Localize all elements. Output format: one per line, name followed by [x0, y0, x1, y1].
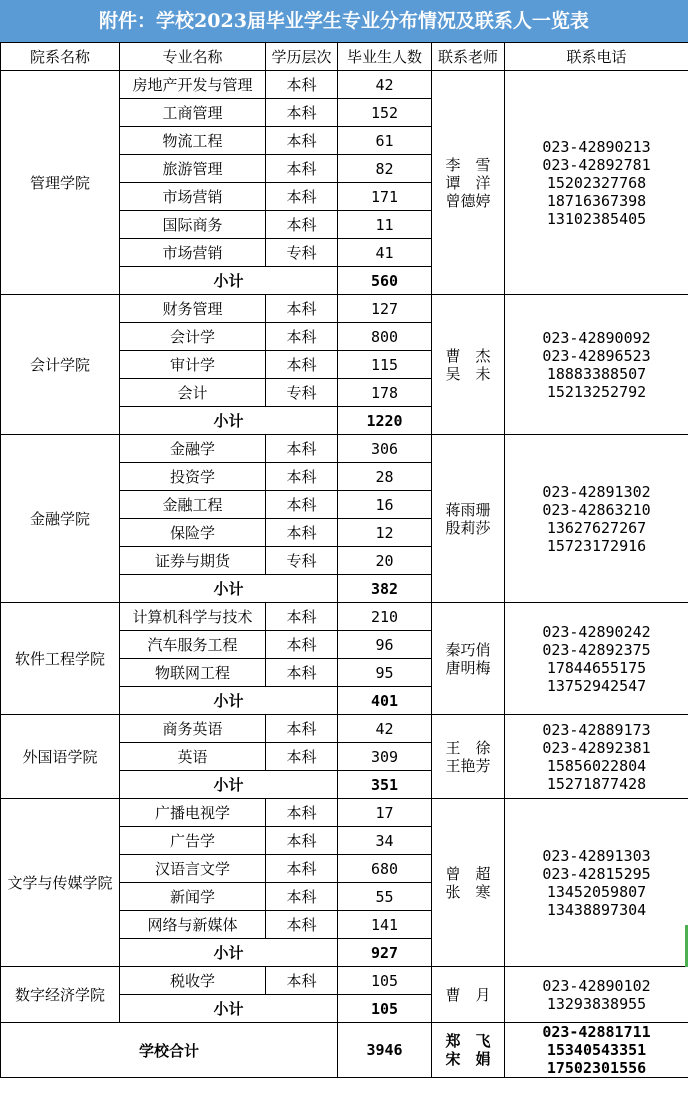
teacher-name: 唐明梅: [445, 658, 491, 677]
subtotal-label: 小计: [120, 407, 338, 435]
graduate-count: 141: [338, 911, 432, 939]
teacher-name: 郑 飞: [445, 1032, 491, 1050]
degree-level: 本科: [266, 967, 338, 995]
contact-phones: [505, 603, 688, 715]
graduate-count: 178: [338, 379, 432, 407]
phone-number: 13752942547: [546, 676, 647, 695]
degree-level: 本科: [266, 183, 338, 211]
degree-level: 本科: [266, 295, 338, 323]
college-name: 外国语学院: [1, 715, 120, 799]
graduate-count: 309: [338, 743, 432, 771]
header-major: 专业名称: [120, 43, 266, 71]
college-name: 文学与传媒学院: [1, 799, 120, 967]
graduate-count: 11: [338, 211, 432, 239]
subtotal-value: 105: [338, 995, 432, 1023]
subtotal-value: 351: [338, 771, 432, 799]
graduate-count: 680: [338, 855, 432, 883]
table-row: [1, 603, 688, 631]
phone-number: 15340543351: [546, 1041, 647, 1059]
major-name: 房地产开发与管理: [120, 71, 266, 99]
degree-level: 本科: [266, 715, 338, 743]
graduate-count: 16: [338, 491, 432, 519]
degree-level: 本科: [266, 155, 338, 183]
degree-level: 本科: [266, 799, 338, 827]
phone-number: 023-42892375: [542, 640, 651, 659]
header-row: [1, 43, 688, 71]
graduate-count: 210: [338, 603, 432, 631]
teacher-name: 殷莉莎: [445, 518, 491, 537]
teacher-name: 曹 杰: [445, 346, 491, 365]
table-row: [1, 71, 688, 99]
degree-level: 本科: [266, 71, 338, 99]
teacher-name: 宋 娟: [445, 1050, 491, 1068]
major-name: 国际商务: [120, 211, 266, 239]
teacher-name: 吴 未: [445, 364, 491, 383]
page-title: 附件：学校2023届毕业学生专业分布情况及联系人一览表: [0, 0, 688, 42]
major-name: 旅游管理: [120, 155, 266, 183]
major-name: 广告学: [120, 827, 266, 855]
teacher-name: 曾 超: [445, 864, 491, 883]
contact-phones: [505, 295, 688, 435]
degree-level: 本科: [266, 631, 338, 659]
contact-teachers: [432, 967, 505, 1023]
degree-level: 专科: [266, 239, 338, 267]
degree-level: 本科: [266, 519, 338, 547]
header-graduate-count: 毕业生人数: [338, 43, 432, 71]
graduate-count: 34: [338, 827, 432, 855]
teacher-name: 王艳芳: [445, 756, 491, 775]
contact-teachers: [432, 435, 505, 603]
phone-number: 023-42890213: [542, 137, 651, 156]
table-body: [1, 71, 688, 1078]
college-name: 管理学院: [1, 71, 120, 295]
header-degree-level: 学历层次: [266, 43, 338, 71]
degree-level: 本科: [266, 435, 338, 463]
contact-teachers: [432, 603, 505, 715]
phone-number: 13452059807: [546, 882, 647, 901]
phone-number: 13627627267: [546, 518, 647, 537]
graduate-count: 96: [338, 631, 432, 659]
subtotal-label: 小计: [120, 939, 338, 967]
degree-level: 本科: [266, 911, 338, 939]
phone-number: 17844655175: [546, 658, 647, 677]
teacher-name: 曾德婷: [445, 191, 491, 210]
degree-level: 专科: [266, 379, 338, 407]
degree-level: 本科: [266, 99, 338, 127]
graduate-count: 12: [338, 519, 432, 547]
teacher-name: 蒋雨珊: [445, 500, 491, 519]
graduate-count: 55: [338, 883, 432, 911]
graduate-count: 28: [338, 463, 432, 491]
phone-number: 15202327768: [546, 173, 647, 192]
teacher-name: 李 雪: [445, 155, 491, 174]
graduate-count: 105: [338, 967, 432, 995]
contact-teachers: [432, 295, 505, 435]
subtotal-value: 1220: [338, 407, 432, 435]
contact-phones: [505, 1023, 688, 1078]
degree-level: 专科: [266, 547, 338, 575]
graduate-distribution-table: [0, 42, 688, 1078]
table-row: [1, 967, 688, 995]
phone-number: 023-42892381: [542, 738, 651, 757]
table-row: [1, 295, 688, 323]
major-name: 物流工程: [120, 127, 266, 155]
contact-teachers: [432, 715, 505, 799]
graduate-count: 17: [338, 799, 432, 827]
phone-number: 023-42889173: [542, 720, 651, 739]
subtotal-label: 小计: [120, 687, 338, 715]
contact-teachers: [432, 71, 505, 295]
phone-number: 13102385405: [546, 209, 647, 228]
contact-teachers: [432, 1023, 505, 1078]
major-name: 网络与新媒体: [120, 911, 266, 939]
phone-number: 023-42891303: [542, 846, 651, 865]
contact-teachers: [432, 799, 505, 967]
degree-level: 本科: [266, 603, 338, 631]
table-row: [1, 799, 688, 827]
major-name: 物联网工程: [120, 659, 266, 687]
subtotal-value: 382: [338, 575, 432, 603]
college-name: 会计学院: [1, 295, 120, 435]
degree-level: 本科: [266, 659, 338, 687]
major-name: 市场营销: [120, 239, 266, 267]
college-name: 数字经济学院: [1, 967, 120, 1023]
phone-number: 17502301556: [546, 1059, 647, 1077]
degree-level: 本科: [266, 743, 338, 771]
table-row: [1, 435, 688, 463]
degree-level: 本科: [266, 211, 338, 239]
phone-number: 13438897304: [546, 900, 647, 919]
teacher-name: 谭 洋: [445, 173, 491, 192]
total-label: 学校合计: [1, 1023, 338, 1078]
major-name: 计算机科学与技术: [120, 603, 266, 631]
contact-phones: [505, 435, 688, 603]
degree-level: 本科: [266, 351, 338, 379]
teacher-name: 王 徐: [445, 738, 491, 757]
teacher-name: 秦巧俏: [445, 640, 491, 659]
degree-level: 本科: [266, 883, 338, 911]
phone-number: 023-42863210: [542, 500, 651, 519]
major-name: 汉语言文学: [120, 855, 266, 883]
phone-number: 023-42881711: [542, 1023, 651, 1041]
graduate-count: 42: [338, 71, 432, 99]
phone-number: 18883388507: [546, 364, 647, 383]
graduate-count: 42: [338, 715, 432, 743]
subtotal-label: 小计: [120, 771, 338, 799]
graduate-count: 115: [338, 351, 432, 379]
degree-level: 本科: [266, 463, 338, 491]
phone-number: 023-42815295: [542, 864, 651, 883]
major-name: 会计学: [120, 323, 266, 351]
major-name: 会计: [120, 379, 266, 407]
phone-number: 023-42891302: [542, 482, 651, 501]
major-name: 证券与期货: [120, 547, 266, 575]
subtotal-label: 小计: [120, 995, 338, 1023]
phone-number: 15856022804: [546, 756, 647, 775]
graduate-count: 41: [338, 239, 432, 267]
graduate-count: 61: [338, 127, 432, 155]
contact-phones: [505, 71, 688, 295]
teacher-name: 张 寒: [445, 882, 491, 901]
major-name: 工商管理: [120, 99, 266, 127]
subtotal-value: 401: [338, 687, 432, 715]
total-value: 3946: [338, 1023, 432, 1078]
table-row: [1, 715, 688, 743]
subtotal-value: 927: [338, 939, 432, 967]
graduate-count: 152: [338, 99, 432, 127]
contact-phones: [505, 967, 688, 1023]
major-name: 市场营销: [120, 183, 266, 211]
graduate-count: 171: [338, 183, 432, 211]
phone-number: 18716367398: [546, 191, 647, 210]
degree-level: 本科: [266, 491, 338, 519]
subtotal-value: 560: [338, 267, 432, 295]
graduate-count: 20: [338, 547, 432, 575]
major-name: 金融学: [120, 435, 266, 463]
phone-number: 15723172916: [546, 536, 647, 555]
phone-number: 023-42890242: [542, 622, 651, 641]
major-name: 英语: [120, 743, 266, 771]
total-row: [1, 1023, 688, 1078]
major-name: 商务英语: [120, 715, 266, 743]
contact-phones: [505, 799, 688, 967]
phone-number: 15213252792: [546, 382, 647, 401]
contact-phones: [505, 715, 688, 799]
subtotal-label: 小计: [120, 575, 338, 603]
teacher-name: 曹 月: [445, 985, 491, 1004]
degree-level: 本科: [266, 323, 338, 351]
college-name: 金融学院: [1, 435, 120, 603]
subtotal-label: 小计: [120, 267, 338, 295]
phone-number: 13293838955: [546, 994, 647, 1013]
college-name: 软件工程学院: [1, 603, 120, 715]
major-name: 广播电视学: [120, 799, 266, 827]
header-contact-phone: 联系电话: [505, 43, 688, 71]
graduate-count: 95: [338, 659, 432, 687]
major-name: 审计学: [120, 351, 266, 379]
degree-level: 本科: [266, 827, 338, 855]
major-name: 财务管理: [120, 295, 266, 323]
major-name: 投资学: [120, 463, 266, 491]
graduate-count: 82: [338, 155, 432, 183]
graduate-count: 127: [338, 295, 432, 323]
major-name: 保险学: [120, 519, 266, 547]
phone-number: 023-42896523: [542, 346, 651, 365]
phone-number: 023-42892781: [542, 155, 651, 174]
degree-level: 本科: [266, 127, 338, 155]
major-name: 税收学: [120, 967, 266, 995]
phone-number: 023-42890092: [542, 328, 651, 347]
graduate-count: 306: [338, 435, 432, 463]
degree-level: 本科: [266, 855, 338, 883]
major-name: 新闻学: [120, 883, 266, 911]
phone-number: 15271877428: [546, 774, 647, 793]
header-contact-teacher: 联系老师: [432, 43, 505, 71]
graduate-count: 800: [338, 323, 432, 351]
major-name: 金融工程: [120, 491, 266, 519]
major-name: 汽车服务工程: [120, 631, 266, 659]
phone-number: 023-42890102: [542, 976, 651, 995]
header-college: 院系名称: [1, 43, 120, 71]
